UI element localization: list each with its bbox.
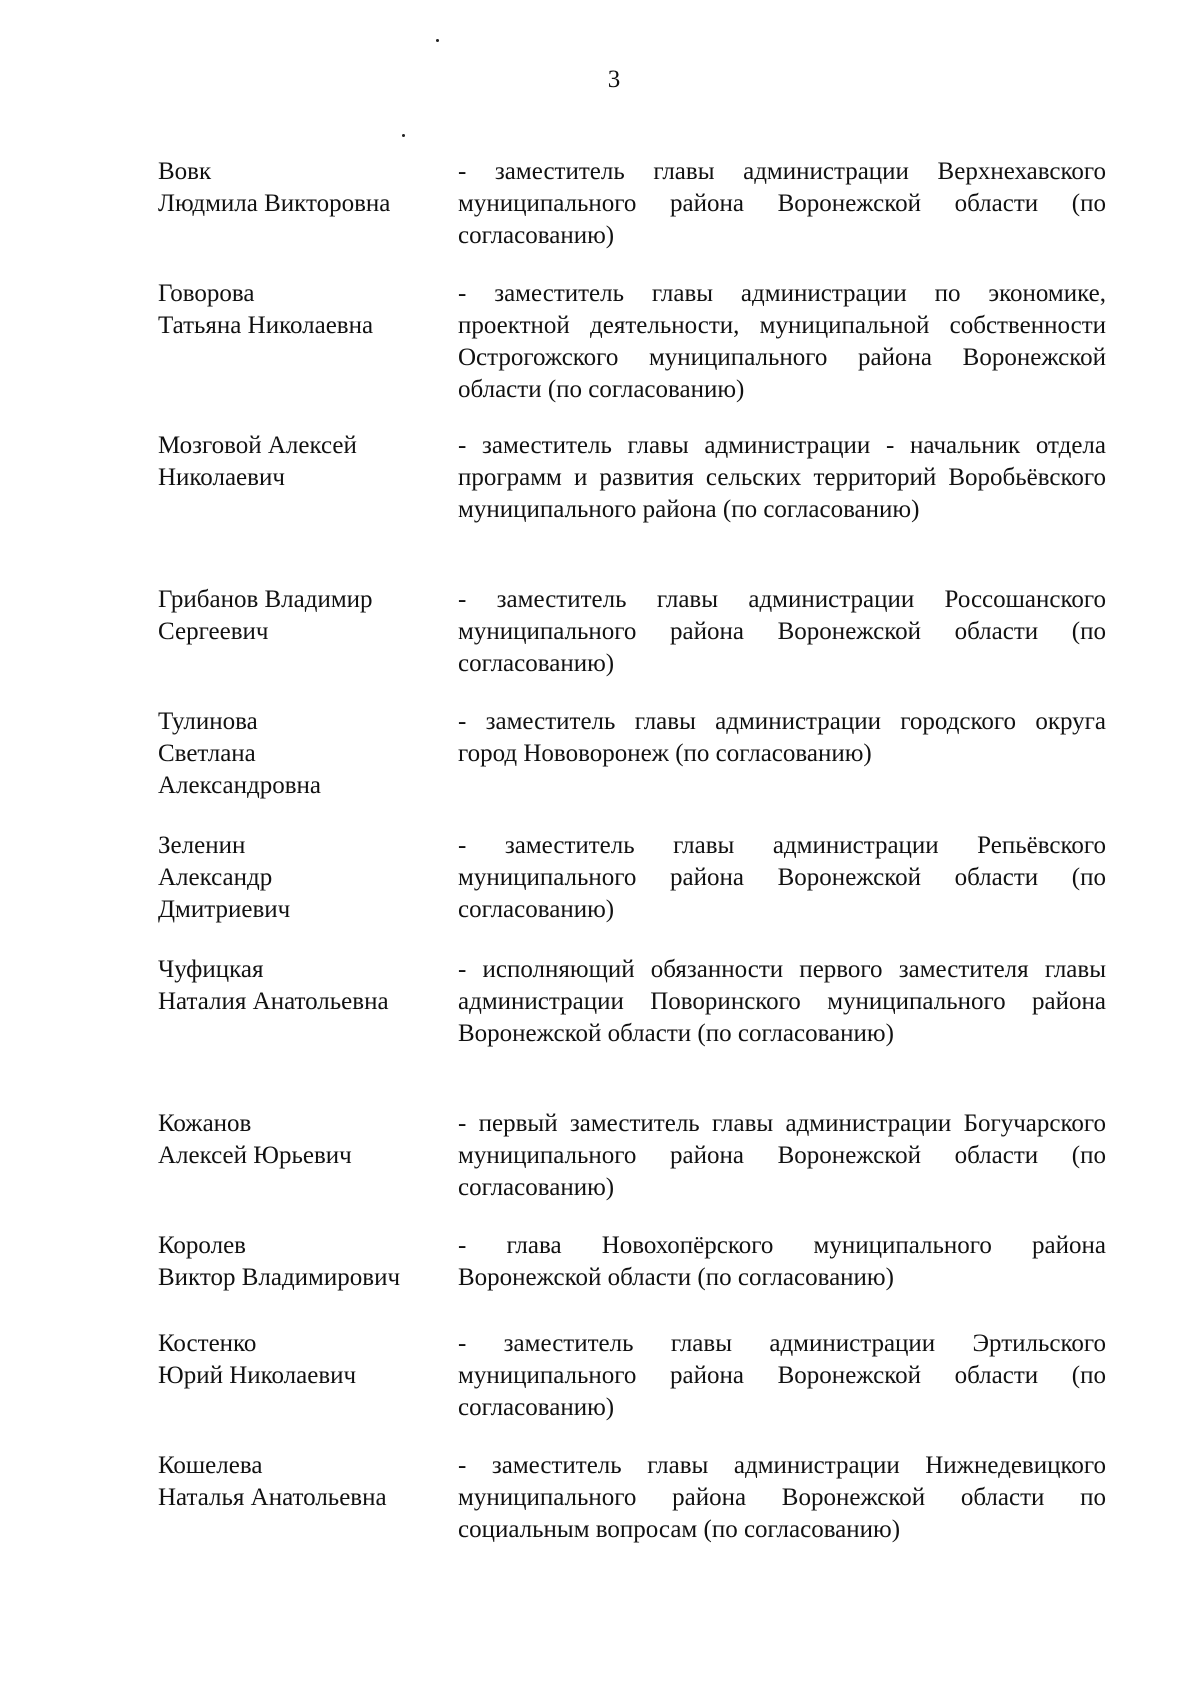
member-name: Королев Виктор Владимирович	[158, 1232, 401, 1291]
member-role: - заместитель главы администрации по экономике, проектной деятельности, муниципальной собственности Острогожского муниципального района Воронежской области (по согласованию)	[458, 280, 1106, 403]
member-name: Мозговой Алексей Николаевич	[158, 432, 357, 491]
member-role: - исполняющий обязанности первого заместителя главы администрации Поворинского муниципального района Воронежской области (по согласованию)	[458, 956, 1106, 1047]
member-role: - заместитель главы администрации городского округа город Нововоронеж (по согласованию)	[458, 708, 1106, 767]
member-role: - заместитель главы администрации Репьёвского муниципального района Воронежской области (по согласованию)	[458, 832, 1106, 923]
member-name: Говорова Татьяна Николаевна	[158, 280, 374, 339]
member-name: Тулинова Светлана Александровна	[158, 708, 322, 799]
member-name: Кожанов Алексей Юрьевич	[158, 1110, 352, 1169]
scan-speck	[402, 134, 405, 137]
member-role: - заместитель главы администрации Россошанского муниципального района Воронежской области (по согласованию)	[458, 586, 1106, 677]
member-name: Вовк Людмила Викторовна	[158, 158, 391, 217]
member-name: Чуфицкая Наталия Анатольевна	[158, 956, 389, 1015]
member-role: - глава Новохопёрского муниципального района Воронежской области (по согласованию)	[458, 1232, 1106, 1291]
member-name: Костенко Юрий Николаевич	[158, 1330, 357, 1389]
member-role: - первый заместитель главы администрации Богучарского муниципального района Воронежской области (по согласованию)	[458, 1110, 1106, 1201]
member-name: Грибанов Владимир Сергеевич	[158, 586, 373, 645]
member-role: - заместитель главы администрации Нижнедевицкого муниципального района Воронежской области по социальным вопросам (по согласованию)	[458, 1452, 1106, 1543]
page-number: 3	[607, 66, 621, 93]
member-role: - заместитель главы администрации Верхнехавского муниципального района Воронежской области (по согласованию)	[458, 158, 1106, 249]
scan-speck	[436, 39, 439, 42]
member-name: Зеленин Александр Дмитриевич	[158, 832, 291, 923]
member-role: - заместитель главы администрации - начальник отдела программ и развития сельских территорий Воробьёвского муниципального района (по согласованию)	[458, 432, 1106, 523]
member-role: - заместитель главы администрации Эртильского муниципального района Воронежской области (по согласованию)	[458, 1330, 1106, 1421]
member-name: Кошелева Наталья Анатольевна	[158, 1452, 387, 1511]
